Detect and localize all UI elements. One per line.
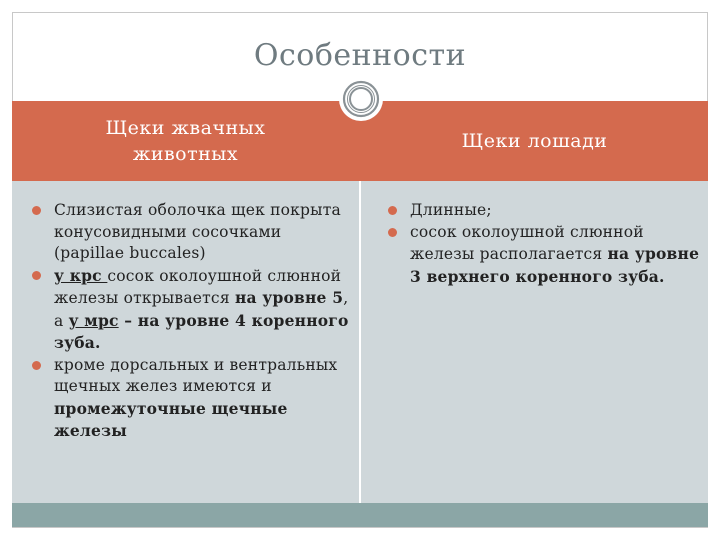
point-text: у крс <box>54 265 108 285</box>
point-text: кроме дорсальных и вентральных щечных желез имеются и <box>54 355 338 395</box>
footer-bar <box>12 503 708 527</box>
left-column-header <box>12 101 359 181</box>
slide-title: Особенности <box>253 38 467 73</box>
column-divider <box>359 181 361 503</box>
list-item <box>30 200 352 265</box>
right-header-text: Щеки лошади <box>461 130 608 152</box>
list-item <box>386 200 700 222</box>
point-text: Длинные; <box>410 201 492 219</box>
point-text: – на уровне 4 коренного зуба. <box>54 310 349 352</box>
left-header-line2: животных <box>132 143 239 165</box>
left-header-line1: Щеки жвачных <box>105 117 266 139</box>
right-points-list <box>386 200 700 288</box>
point-text: Слизистая оболочка щек покрыта конусовидными сосочками (papillae buccales) <box>54 201 341 262</box>
bullet-icon <box>388 228 397 237</box>
point-text: промежуточные щечные железы <box>54 398 288 440</box>
right-column-header <box>361 101 708 181</box>
left-points-list <box>30 200 352 443</box>
point-text: на уровне 5 <box>234 288 344 307</box>
point-text: на уровне 3 верхнего коренного зуба. <box>410 244 700 286</box>
point-text: , а <box>54 289 349 330</box>
list-item <box>30 355 352 443</box>
bullet-icon <box>388 206 397 215</box>
bullet-icon <box>32 271 41 280</box>
point-text: сосок околоушной слюнной железы открывается <box>54 266 342 307</box>
bullet-icon <box>32 361 41 370</box>
point-text: у мрс <box>68 310 119 330</box>
point-text: сосок околоушной слюнной железы располагается <box>410 222 644 263</box>
list-item <box>386 222 700 289</box>
list-item <box>30 265 352 355</box>
bullet-icon <box>32 206 41 215</box>
